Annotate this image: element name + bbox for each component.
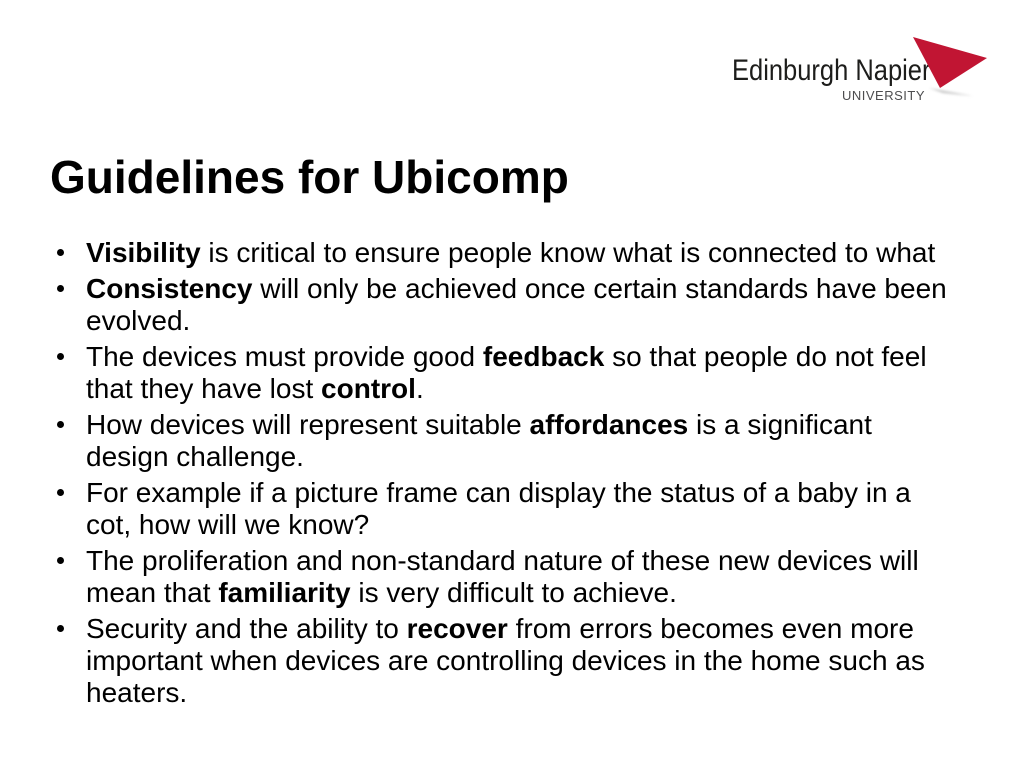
university-logo-triangle-icon — [905, 32, 997, 106]
bullet-item — [50, 409, 954, 473]
bullet-item — [50, 341, 954, 405]
university-logo-subtitle: UNIVERSITY — [841, 88, 925, 103]
bullet-marker-icon — [57, 421, 64, 428]
bullet-list — [50, 237, 954, 713]
bullet-text: How devices will represent suitable affordances is a significant design challenge. — [86, 409, 872, 472]
bullet-text: The devices must provide good feedback so that people do not feel that they have lost control. — [86, 341, 927, 404]
bullet-item — [50, 613, 954, 709]
bullet-text: The proliferation and non-standard nature of these new devices will mean that familiarity is very difficult to achieve. — [86, 545, 919, 608]
bullet-marker-icon — [57, 285, 64, 292]
bullet-item — [50, 477, 954, 541]
bullet-marker-icon — [57, 249, 64, 256]
bullet-marker-icon — [57, 625, 64, 632]
university-logo-name: Edinburgh Napier — [731, 54, 930, 87]
bullet-item — [50, 237, 954, 269]
bullet-item — [50, 273, 954, 337]
page-title: Guidelines for Ubicomp — [50, 151, 569, 203]
bullet-marker-icon — [57, 353, 64, 360]
bullet-marker-icon — [57, 489, 64, 496]
bullet-text: For example if a picture frame can display the status of a baby in a cot, how will we know? — [86, 477, 911, 540]
bullet-item — [50, 545, 954, 609]
bullet-text: Security and the ability to recover from errors becomes even more important when devices are controlling devices in the home such as heaters. — [86, 613, 925, 708]
bullet-text: Consistency will only be achieved once certain standards have been evolved. — [86, 273, 947, 336]
bullet-marker-icon — [57, 557, 64, 564]
bullet-text: Visibility is critical to ensure people know what is connected to what — [86, 237, 936, 268]
